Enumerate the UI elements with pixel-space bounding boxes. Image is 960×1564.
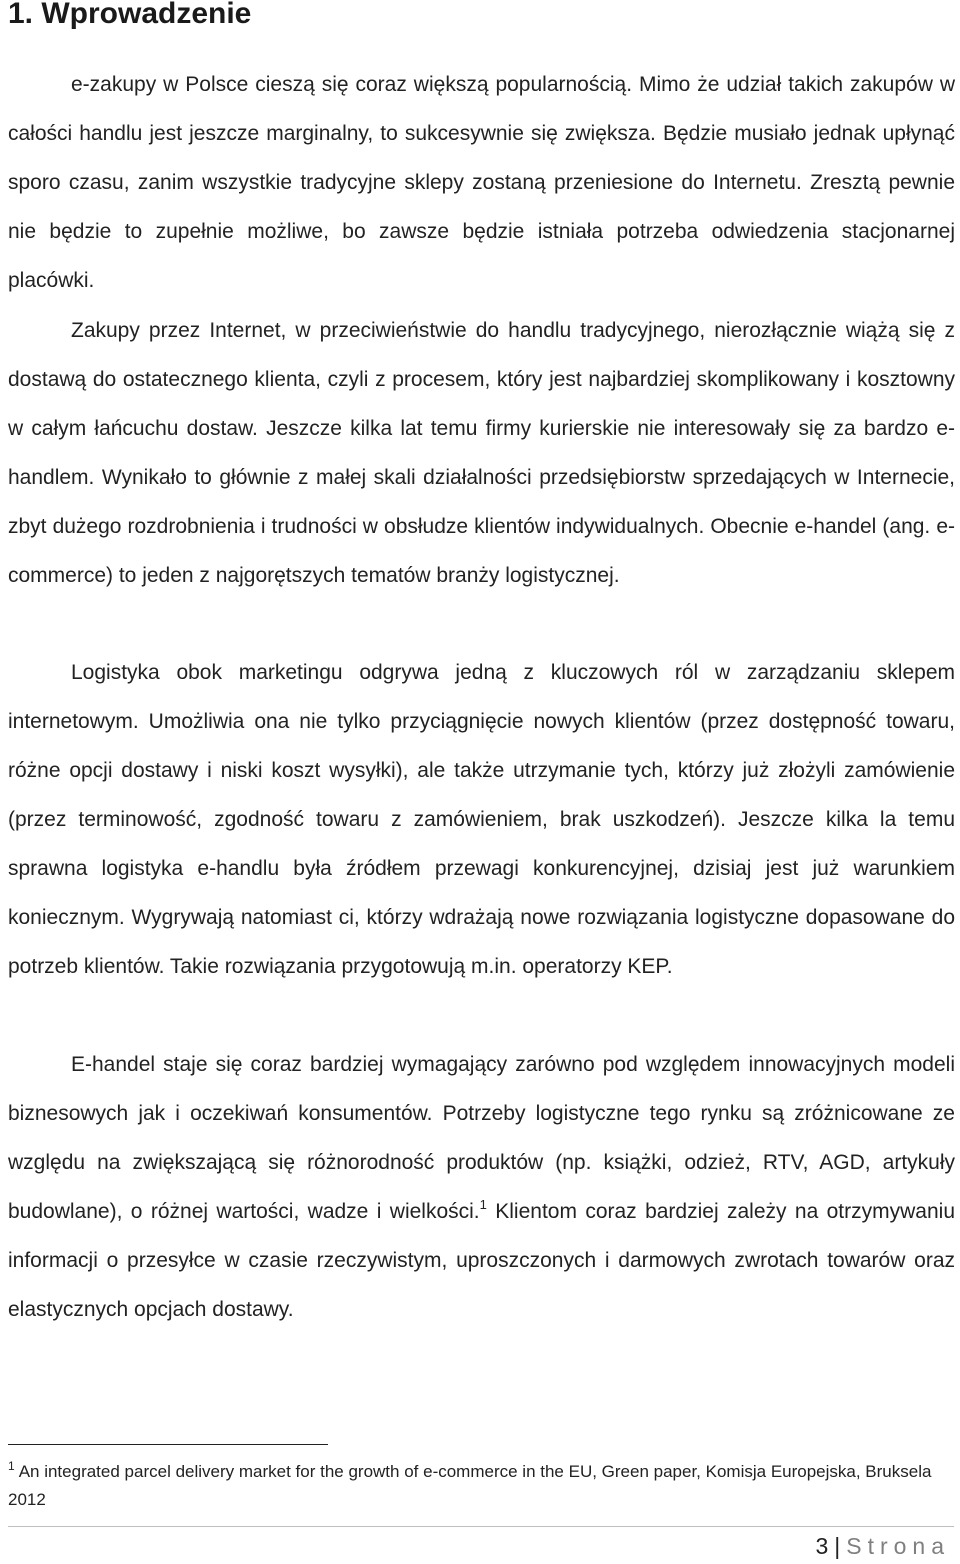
paragraph-4-text-before: E-handel staje się coraz bardziej wymagający zarówno pod względem innowacyjnych modeli biznesowych jak i oczekiwań konsumentów. Potrzeby logistyczne tego rynku są zróżnicowane ze względu na zwiększającą się różnorodność produktów (np. książki, odzież, RTV, AGD, artykuły budowlane), o różnej wartości, wadze i wielkości. [8, 1053, 955, 1223]
paragraph-4-text-after: Klientom coraz bardziej zależy na otrzymywaniu informacji o przesyłce w czasie rzeczywistym, uproszczonych i darmowych zwrotach towarów oraz elastycznych opcjach dostawy. [8, 1200, 955, 1321]
footnote [8, 1458, 948, 1514]
paragraph-3-text: Logistyka obok marketingu odgrywa jedną z kluczowych ról w zarządzaniu sklepem internetowym. Umożliwia ona nie tylko przyciągnięcie nowych klientów (przez dostępność towaru, różne opcji dostawy i niski koszt wysyłki), ale także utrzymanie tych, którzy już złożyli zamówienie (przez terminowość, zgodność towaru z zamówieniem, brak uszkodzeń). Jeszcze kilka la temu sprawna logistyka e-handlu była źródłem przewagi konkurencyjnej, dzisiaj jest już warunkiem koniecznym. Wygrywają natomiast ci, którzy wdrażają nowe rozwiązania logistyczne dopasowane do potrzeb klientów. Takie rozwiązania przygotowują m.in. operatorzy KEP. [8, 661, 955, 978]
footnote-text: An integrated parcel delivery market for the growth of e-commerce in the EU, Green paper, Komisja Europejska, Bruksela 2012 [8, 1462, 932, 1509]
paragraph-3 [8, 648, 955, 991]
section-heading: 1. Wprowadzenie [8, 0, 252, 30]
page-label: Strona [846, 1533, 950, 1559]
footnote-number: 1 [8, 1459, 15, 1473]
paragraph-4 [8, 1040, 955, 1334]
paragraph-1-text: e-zakupy w Polsce cieszą się coraz większą popularnością. Mimo że udział takich zakupów w całości handlu jest jeszcze marginalny, to sukcesywnie się zwiększa. Będzie musiało jednak upłynąć sporo czasu, zanim wszystkie tradycyjne sklepy zostaną przeniesione do Internetu. Zresztą pewnie nie będzie to zupełnie możliwe, bo zawsze będzie istniała potrzeba odwiedzenia stacjonarnej placówki. [8, 73, 955, 292]
paragraph-1 [8, 60, 955, 305]
paragraph-2-text: Zakupy przez Internet, w przeciwieństwie do handlu tradycyjnego, nierozłącznie wiążą się z dostawą do ostatecznego klienta, czyli z procesem, który jest najbardziej skomplikowany i kosztowny w całym łańcuchu dostaw. Jeszcze kilka lat temu firmy kurierskie nie interesowały się za bardzo e-handlem. Wynikało to głównie z małej skali działalności przedsiębiorstw sprzedających w Internecie, zbyt dużego rozdrobnienia i trudności w obsłudze klientów indywidualnych. Obecnie e-handel (ang. e-commerce) to jeden z najgorętszych tematów branży logistycznej. [8, 319, 955, 587]
footer-rule [8, 1526, 954, 1527]
page-number: 3 [815, 1533, 829, 1559]
page-footer [815, 1531, 950, 1561]
footnote-separator [8, 1444, 328, 1445]
paragraph-2 [8, 306, 955, 600]
footer-separator: | [834, 1533, 841, 1559]
footnote-reference[interactable]: 1 [479, 1197, 487, 1212]
